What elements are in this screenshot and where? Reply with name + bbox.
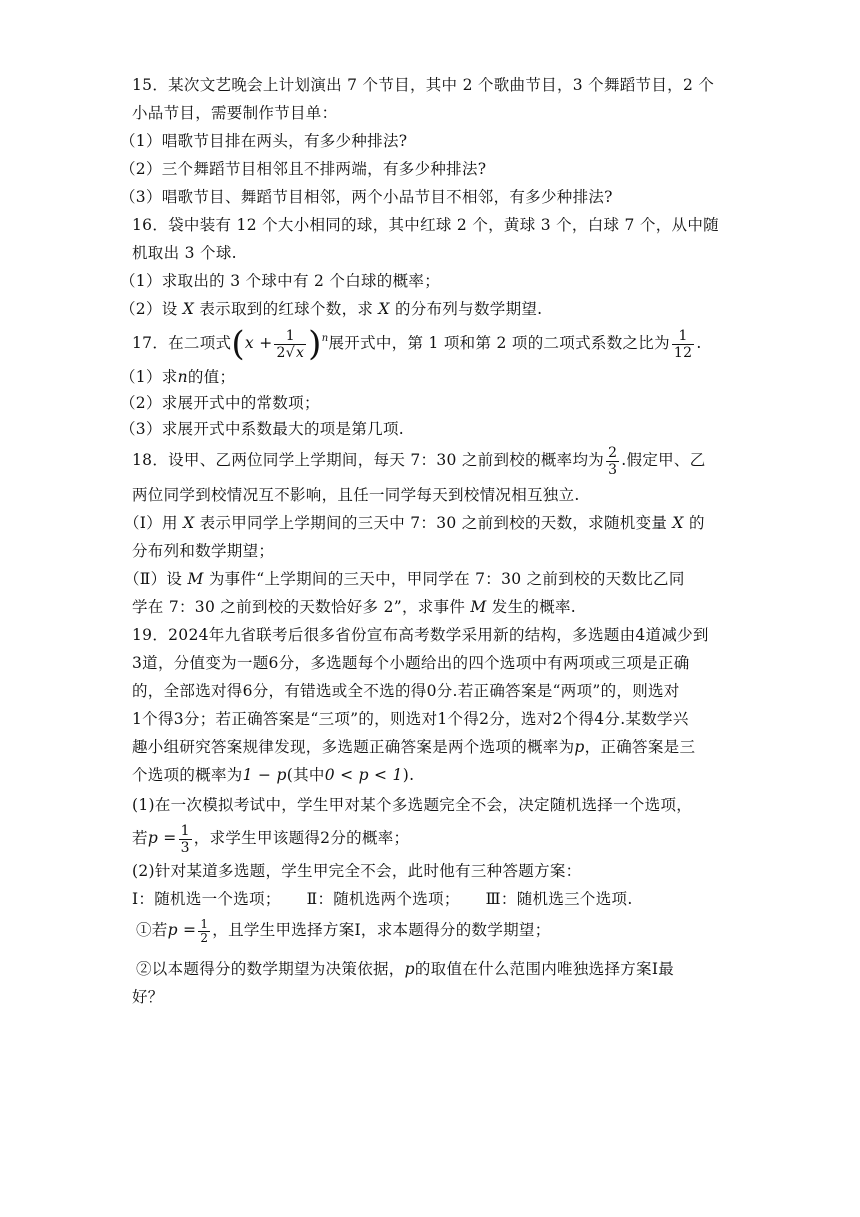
text: 趣小组研究答案规律发现，多选题正确答案是两个选项的概率为 [132,738,575,756]
text: (其中 [286,766,325,784]
text: 为事件“上学期间的三天中，甲同学在 7：30 之前到校的天数比乙同 [203,570,685,588]
q19-line4: 1个得3分；若正确答案是“三项”的，则选对1个得2分，选对2个得4分.某数学兴 [132,710,689,728]
numerator: 1 [274,328,306,345]
q19-case2-cont: 好？ [132,988,164,1006]
q19-sub1-line2 [132,818,732,858]
variable: p = [167,921,197,939]
p-fraction [198,918,210,945]
q15-part3: （3）唱歌节目、舞蹈节目相邻，两个小品节目不相邻，有多少种排法? [120,188,613,206]
q15-stem-line1: 15．某次文艺晚会上计划演出 7 个节目，其中 2 个歌曲节目，3 个舞蹈节目，2 个 [132,76,715,94]
text: 的取值在什么范围内唯独选择方案Ⅰ最 [414,960,675,978]
variable: X [378,300,390,318]
variable: X [672,514,684,532]
variable: M [187,570,204,588]
text: ，且学生甲选择方案Ⅰ，求本题得分的数学期望； [212,921,551,939]
numerator: 2 [608,444,618,461]
q18-part1-cont: 分布列和数学期望； [132,542,275,560]
plus-sign: + [259,334,273,352]
variable: p [574,738,585,756]
denominator: 3 [608,461,618,478]
q18-stem-line1 [132,440,732,480]
denominator: 2√x [276,344,305,361]
denominator: 2 [200,930,209,945]
probability-fraction [606,445,619,478]
q19-sub1-line1: (1)在一次模拟考试中，学生甲对某个多选题完全不会，决定随机选择一个选项， [132,796,693,814]
q16-stem-line2: 机取出 3 个球. [132,244,237,262]
text: 若 [132,829,148,847]
text: 表示取到的红球个数，求 [194,300,379,318]
q19-case2 [136,954,736,984]
numerator: 1 [200,916,209,931]
text: ，正确答案是三 [584,738,696,756]
text: 17．在二项式 [132,334,232,352]
radicand: x [295,344,305,361]
ratio-fraction [672,328,694,361]
text: （1）求 [120,368,178,386]
q19-options [132,884,732,914]
expression: 0 < p < 1 [324,766,403,784]
q17-part3: （3）求展开式中系数最大的项是第几项. [120,420,404,438]
variable: x [244,334,254,352]
option-1: Ⅰ：随机选一个选项； [132,890,281,908]
coefficient: 2 [276,344,286,361]
variable: p = [147,829,177,847]
paren-close: ) [308,324,322,364]
q16-stem-line1: 16．袋中装有 12 个大小相同的球，其中红球 2 个，黄球 3 个，白球 7 个，从中随 [132,216,719,234]
variable: p [404,960,415,978]
q17-stem [132,320,732,367]
q16-part1: （1）求取出的 3 个球中有 2 个白球的概率； [120,272,440,290]
numerator: 1 [180,822,190,839]
q19-line6 [132,760,732,790]
text: 发生的概率. [486,598,577,616]
text: 展开式中，第 1 项和第 2 项的二项式系数之比为 [328,334,670,352]
variable: n [177,368,188,386]
text: 18．设甲、乙两位同学上学期间，每天 7：30 之前到校的概率均为 [132,451,605,469]
variable: X [183,514,195,532]
q19-line2: 3道，分值变为一题6分，多选题每个小题给出的四个选项中有两项或三项是正确 [132,654,690,672]
denominator: 12 [673,344,693,361]
q19-line1: 19．2024年九省联考后很多省份宣布高考数学采用新的结构，多选题由4道减少到 [132,626,709,644]
numerator: 1 [672,328,694,345]
binomial-fraction [274,328,306,361]
text: 的值； [187,368,236,386]
variable: X [182,300,195,318]
expression: 1 − p [242,766,287,784]
paren-open: ( [231,324,245,364]
text: （Ⅱ）设 [124,570,188,588]
option-2: Ⅱ：随机选两个选项； [306,890,460,908]
q18-part2-cont [132,592,732,622]
q15-stem-line2: 小品节目，需要制作节目单： [132,104,338,122]
text: ，求学生甲该题得2分的概率； [193,829,410,847]
q19-case1 [136,912,736,948]
text: .假定甲、乙 [621,451,706,469]
denominator: 3 [180,839,190,856]
q18-stem-line2: 两位同学到校情况互不影响，且任一同学每天到校情况相互独立. [132,486,580,504]
text: 个选项的概率为 [132,766,243,784]
variable: M [470,598,487,616]
text: ②以本题得分的数学期望为决策依据， [136,960,405,978]
text: ). [402,766,415,784]
q19-line3: 的，全部选对得6分，有错选或全不选的得0分.若正确答案是“两项”的，则选对 [132,682,680,700]
option-3: Ⅲ：随机选三个选项. [485,890,633,908]
q18-part1 [124,508,724,538]
exponent: n [321,333,329,344]
text: . [696,334,702,352]
q15-part2: （2）三个舞蹈节目相邻且不排两端，有多少种排法? [120,160,487,178]
q18-part2 [124,564,724,594]
text: ①若 [136,921,168,939]
text: 表示甲同学上学期间的三天中 7：30 之前到校的天数，求随机变量 [194,514,673,532]
q17-part2: （2）求展开式中的常数项； [120,394,320,412]
text: （Ⅰ）用 [124,514,184,532]
text: 的分布列与数学期望. [389,300,543,318]
text: 的 [683,514,705,532]
p-fraction [179,823,192,856]
q19-line5 [132,732,732,762]
q15-part1: （1）唱歌节目排在两头，有多少种排法? [120,132,408,150]
q19-sub2: (2)针对某道多选题，学生甲完全不会，此时他有三种答题方案： [132,862,582,880]
text: （2）设 [120,300,183,318]
text: 学在 7：30 之前到校的天数恰好多 2”，求事件 [132,598,471,616]
